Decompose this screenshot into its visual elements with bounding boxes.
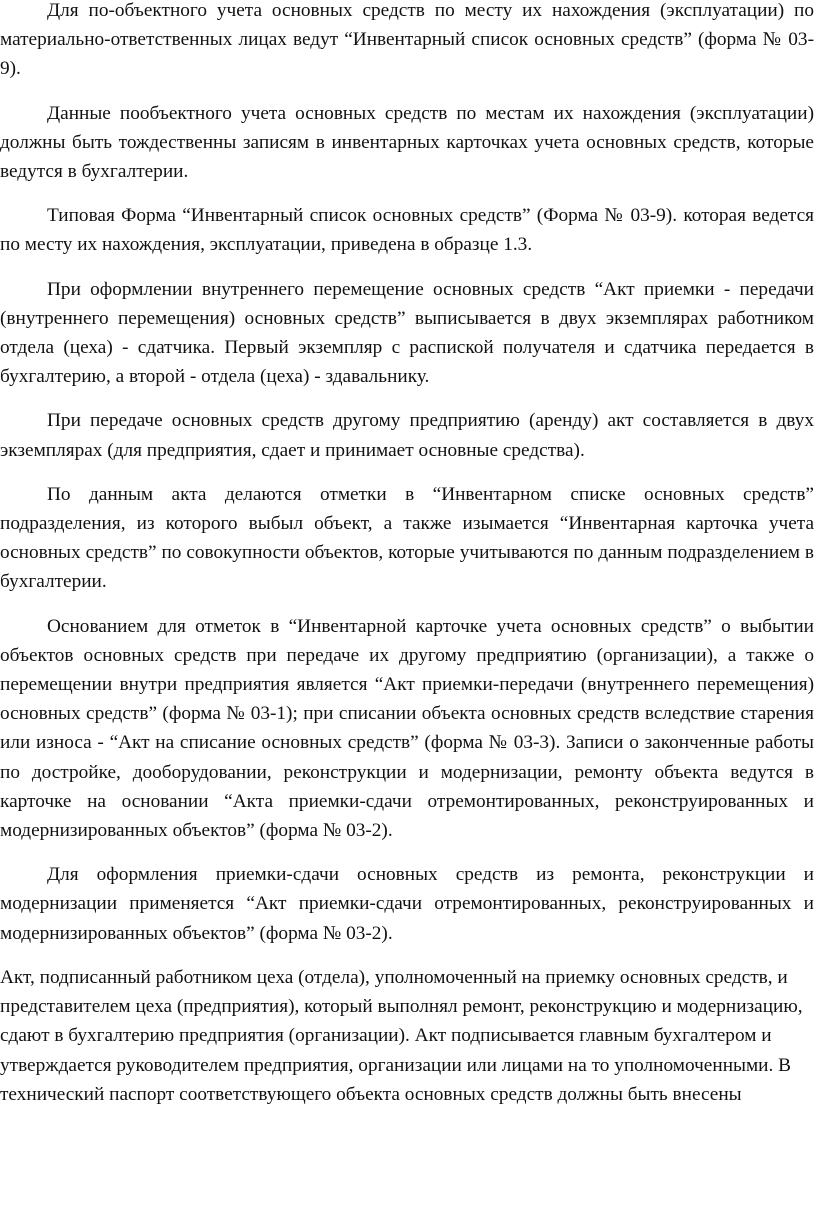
paragraph-1: Для по-объектного учета основных средств по месту их нахождения (эксплуатации) по материально-ответственных лицах ведут “Инвентарный список основных средств” (форма № 03-9). — [0, 0, 814, 80]
paragraph-9: Акт, подписанный работником цеха (отдела), уполномоченный на приемку основных средств, и представителем цеха (предприятия), который выполнял ремонт, реконструкцию и модернизацию, сдают в бухгалтерию предприятия (организации). Акт подписывается главным бухгалтером и утверждается руководителем предприятия, организации или лицами на то уполномоченными. В технический паспорт соответствующего объекта основных средств должны быть внесены — [0, 966, 803, 1105]
paragraph-5: При передаче основных средств другому предприятию (аренду) акт составляется в двух экземплярах (для предприятия, сдает и принимает основные средства). — [0, 410, 814, 461]
paragraph-4: При оформлении внутреннего перемещение основных средств “Акт приемки - передачи (внутреннего перемещения) основных средств” выписывается в двух экземплярах работником отдела (цеха) - сдатчика. Первый экземпляр с распиской получателя и сдатчика передается в бухгалтерию, а второй - отдела (цеха) - здавальнику. — [0, 278, 814, 388]
paragraph-2: Данные пообъектного учета основных средств по местам их нахождения (эксплуатации) должны быть тождественны записям в инвентарных карточках учета основных средств, которые ведутся в бухгалтерии. — [0, 102, 814, 183]
paragraph-6: По данным акта делаются отметки в “Инвентарном списке основных средств” подразделения, из которого выбыл объект, а также изымается “Инвентарная карточка учета основных средств” по совокупности объектов, которые учитываются по данным подразделением в бухгалтерии. — [0, 483, 814, 593]
paragraph-3: Типовая Форма “Инвентарный список основных средств” (Форма № 03-9). которая ведется по месту их нахождения, эксплуатации, приведена в образце 1.3. — [0, 205, 814, 256]
paragraph-7: Основанием для отметок в “Инвентарной карточке учета основных средств” о выбытии объектов основных средств при передаче их другому предприятию (организации), а также о перемещении внутри предприятия является “Акт приемки-передачи (внутреннего перемещения) основных средств” (форма № 03-1); при списании объекта основных средств вследствие старения или износа - “Акт на списание основных средств” (форма № 03-3). Записи о законченные работы по достройке, дооборудовании, реконструкции и модернизации, ремонту объекта ведутся в карточке на основании “Акта приемки-сдачи отремонтированных, реконструированных и модернизированных объектов” (форма № 03-2). — [0, 615, 814, 842]
paragraph-8: Для оформления приемки-сдачи основных средств из ремонта, реконструкции и модернизации применяется “Акт приемки-сдачи отремонтированных, реконструированных и модернизированных объектов” (форма № 03-2). — [0, 864, 814, 944]
